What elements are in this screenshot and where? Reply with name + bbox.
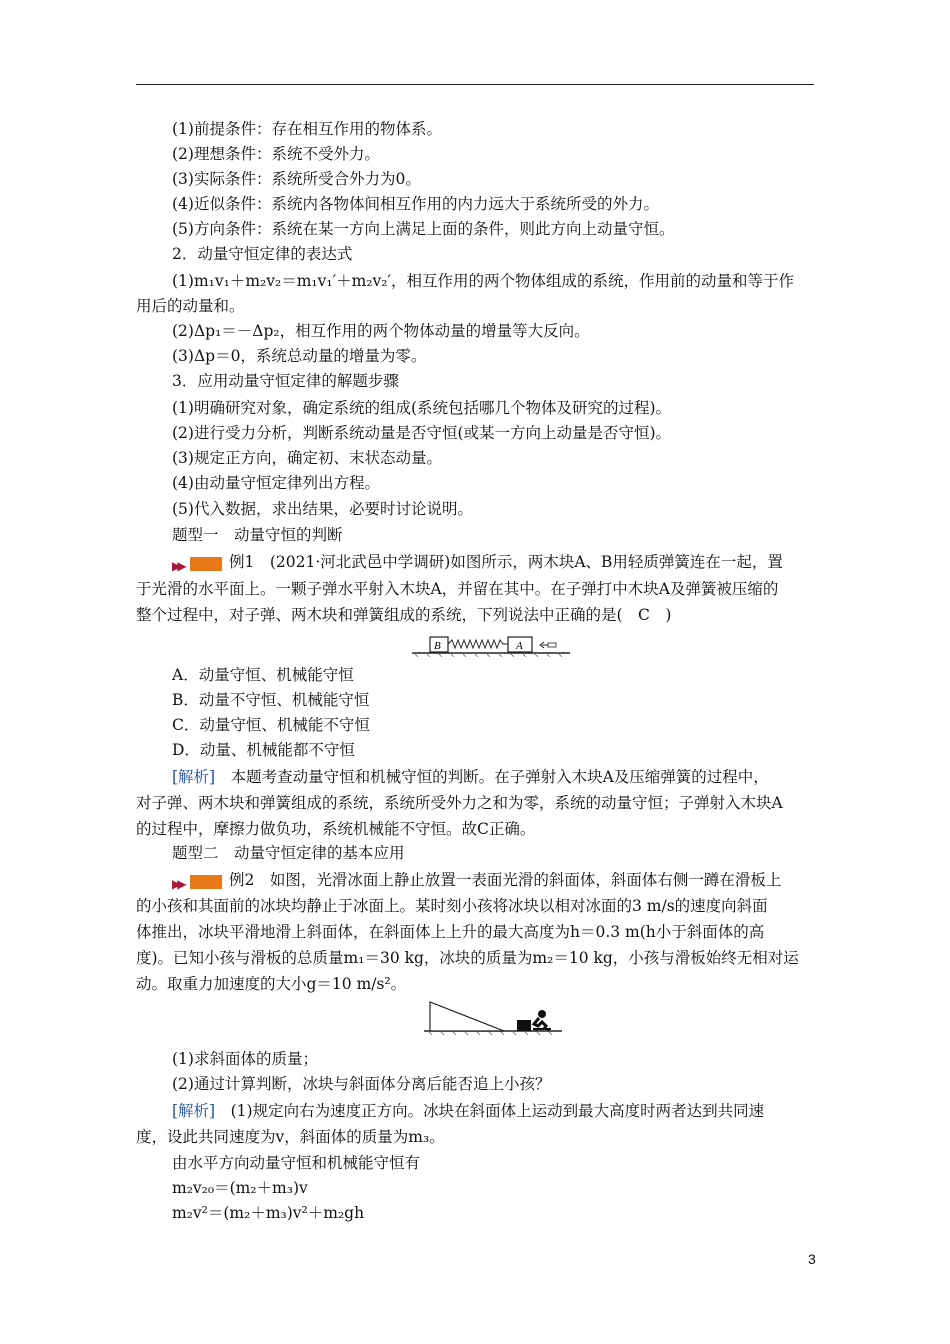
text-line: (4)近似条件：系统内各物体间相互作用的内力远大于系统所受的外力。 <box>172 195 659 213</box>
equation-line: m₂v²＝(m₂＋m₃)v²＋m₂gh <box>172 1204 365 1222</box>
page-number: 3 <box>808 1251 816 1267</box>
bullet-icon <box>540 642 548 648</box>
question-2: (2)通过计算判断，冰块与斜面体分离后能否追上小孩？ <box>172 1075 551 1093</box>
example2-line1: ▶▶ 例2 如图，光滑冰面上静止放置一表面光滑的斜面体，斜面体右侧一蹲在滑板上 <box>172 871 782 891</box>
text-line: (2)进行受力分析，判断系统动量是否守恒(或某一方向上动量是否守恒)。 <box>172 424 672 442</box>
example1-label: 例1 <box>229 553 255 571</box>
example-marker-icon: ▶▶ <box>172 872 226 888</box>
text-line: (1)前提条件：存在相互作用的物体系。 <box>172 120 442 138</box>
child-icon <box>533 1010 551 1031</box>
text-line: (5)方向条件：系统在某一方向上满足上面的条件，则此方向上动量守恒。 <box>172 220 675 238</box>
option-b: B．动量不守恒、机械能守恒 <box>172 691 370 709</box>
incline-figure <box>424 998 564 1036</box>
section-heading: 题型一 动量守恒的判断 <box>172 526 343 544</box>
text-line: 的过程中，摩擦力做负功，系统机械能不守恒。故C正确。 <box>136 820 536 838</box>
text-line: 整个过程中，对子弹、两木块和弹簧组成的系统，下列说法中正确的是( C ) <box>136 606 672 624</box>
text-line: (1)明确研究对象，确定系统的组成(系统包括哪几个物体及研究的过程)。 <box>172 399 672 417</box>
option-c: C．动量守恒、机械能不守恒 <box>172 716 370 734</box>
ice-block <box>517 1020 531 1031</box>
example-marker-icon: ▶▶ <box>172 554 226 570</box>
example2-label: 例2 <box>229 871 255 889</box>
text-line: (2)Δp₁＝－Δp₂，相互作用的两个物体动量的增量等大反向。 <box>172 322 590 340</box>
incline-block <box>430 1002 504 1031</box>
spring-icon <box>448 640 508 648</box>
option-a: A．动量守恒、机械能守恒 <box>172 666 354 684</box>
text-line: (3)Δp＝0，系统总动量的增量为零。 <box>172 347 427 365</box>
text-line: (3)规定正方向，确定初、末状态动量。 <box>172 449 442 467</box>
text-line: 用后的动量和。 <box>136 297 245 315</box>
header-rule <box>136 84 814 85</box>
text-line: 3．应用动量守恒定律的解题步骤 <box>172 372 399 390</box>
text-line: 的小孩和其面前的冰块均静止于冰面上。某时刻小孩将冰块以相对冰面的3 m/s的速度向斜面 <box>136 897 768 915</box>
text-line: 2．动量守恒定律的表达式 <box>172 245 353 263</box>
text-line: 度，设此共同速度为v，斜面体的质量为m₃。 <box>136 1128 445 1146</box>
text-line: (2)理想条件：系统不受外力。 <box>172 145 380 163</box>
block-a-label: A <box>516 640 523 652</box>
equation-line: m₂v₂₀＝(m₂＋m₃)v <box>172 1179 308 1197</box>
text-line: (3)实际条件：系统所受合外力为0。 <box>172 170 421 188</box>
text-line: 由水平方向动量守恒和机械能守恒有 <box>172 1154 421 1172</box>
analysis-tag: [解析] <box>172 768 216 786</box>
question-1: (1)求斜面体的质量； <box>172 1050 318 1068</box>
analysis-tag: [解析] <box>172 1102 216 1120</box>
section-heading: 题型二 动量守恒定律的基本应用 <box>172 844 405 862</box>
spring-blocks-figure <box>412 631 572 657</box>
analysis-line: [解析] 本题考查动量守恒和机械守恒的判断。在子弹射入木块A及压缩弹簧的过程中， <box>172 768 769 786</box>
option-d: D．动量、机械能都不守恒 <box>172 741 355 759</box>
text-line: 动。取重力加速度的大小g＝10 m/s²。 <box>136 975 407 993</box>
text-line: (4)由动量守恒定律列出方程。 <box>172 474 380 492</box>
text-line: (1)m₁v₁＋m₂v₂＝m₁v₁′＋m₂v₂′，相互作用的两个物体组成的系统，作用前的动量和等于作 <box>172 272 795 290</box>
text-line: 对子弹、两木块和弹簧组成的系统，系统所受外力之和为零，系统的动量守恒；子弹射入木块A <box>136 794 783 812</box>
text-line: (5)代入数据，求出结果，必要时讨论说明。 <box>172 500 473 518</box>
example1-line1: ▶▶ 例1 (2021·河北武邑中学调研)如图所示，两木块A、B用轻质弹簧连在一起，置 <box>172 553 783 573</box>
text-line: 度)。已知小孩与滑板的总质量m₁＝30 kg，冰块的质量为m₂＝10 kg，小孩与滑板始终无相对运 <box>136 949 799 967</box>
text-line: 于光滑的水平面上。一颗子弹水平射入木块A，并留在其中。在子弹打中木块A及弹簧被压缩的 <box>136 580 779 598</box>
text-line: 体推出，冰块平滑地滑上斜面体，在斜面体上上升的最大高度为h＝0.3 m(h小于斜面体的高 <box>136 923 765 941</box>
analysis-line: [解析] (1)规定向右为速度正方向。冰块在斜面体上运动到最大高度时两者达到共同速 <box>172 1102 765 1120</box>
block-b-label: B <box>434 640 441 652</box>
